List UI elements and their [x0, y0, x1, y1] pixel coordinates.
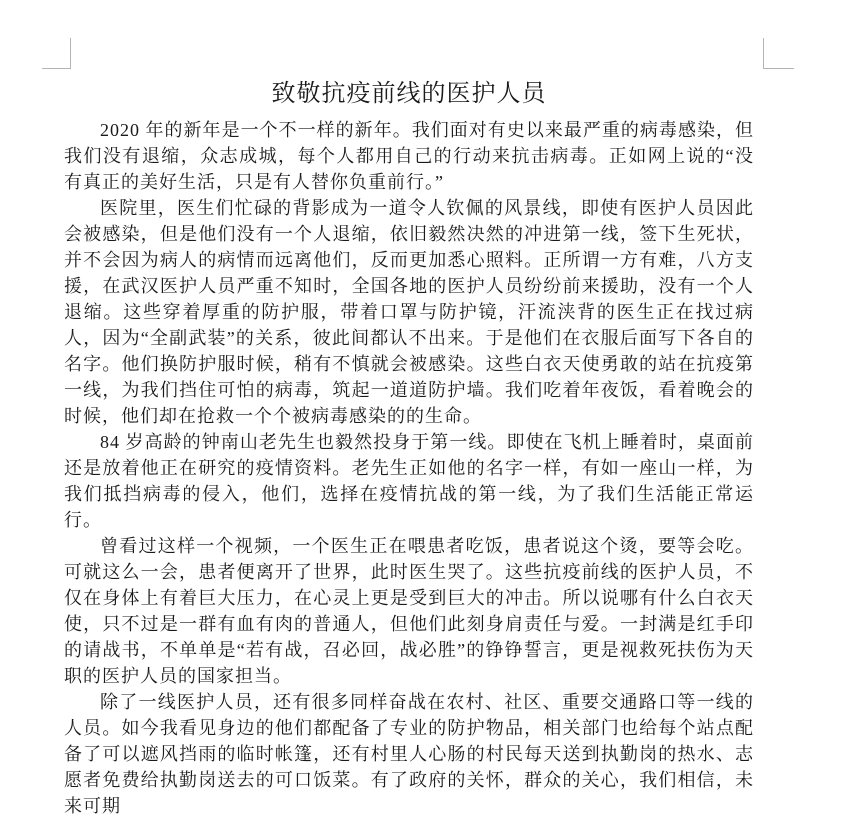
document-title: 致敬抗疫前线的医护人员: [271, 81, 547, 107]
text-boundary-mark-top-right: [763, 38, 794, 69]
paragraph: 曾看过这样一个视频，一个医生正在喂患者吃饭，患者说这个烫，要等会吃。可就这么一会，患者便离开了世界，此时医生哭了。这些抗疫前线的医护人员，不仅在身体上有着巨大压力，在心灵上更是受到巨大的冲击。所以说哪有什么白衣天使，只不过是一群有血有肉的普通人，但他们此刻身肩责任与爱。一封满是红手印的请战书，不单单是“若有战，召必回，战必胜”的铮铮誓言，更是视救死扶伤为天职的医护人员的国家担当。: [64, 536, 754, 686]
paragraph: 除了一线医护人员，还有很多同样奋战在农村、社区、重要交通路口等一线的人员。如今我看见身边的他们都配备了专业的防护物品，相关部门也给每个站点配备了可以遮风挡雨的临时帐篷，还有村里人心肠的村民每天送到执勤岗的热水、志愿者免费给执勤岗送去的可口饭菜。有了政府的关怀，群众的关心，我们相信，未来可期: [64, 692, 754, 816]
document-body: [64, 117, 754, 819]
paragraph: 医院里，医生们忙碌的背影成为一道令人钦佩的风景线，即使有医护人员因此会被感染，但是他们没有一个人退缩，依旧毅然决然的冲进第一线，签下生死状，并不会因为病人的病情而远离他们，反而更加悉心照料。正所谓一方有难，八方支援，在武汉医护人员严重不知时，全国各地的医护人员纷纷前来援助，没有一个人退缩。这些穿着厚重的防护服，带着口罩与防护镜，汗流浃背的医生正在找过病人，因为“全副武装”的关系，彼此间都认不出来。于是他们在衣服后面写下各自的名字。他们换防护服时候，稍有不慎就会被感染。这些白衣天使勇敢的站在抗疫第一线，为我们挡住可怕的病毒，筑起一道道防护墙。我们吃着年夜饭，看着晚会的时候，他们却在抢救一个个被病毒感染的的生命。: [64, 198, 754, 426]
text-boundary-mark-top-left: [42, 38, 71, 69]
paragraph: 2020 年的新年是一个不一样的新年。我们面对有史以来最严重的病毒感染，但我们没有退缩，众志成城，每个人都用自己的行动来抗击病毒。正如网上说的“没有真正的美好生活，只是有人替你负重前行。”: [64, 120, 754, 192]
paragraph: 84 岁高龄的钟南山老先生也毅然投身于第一线。即使在飞机上睡着时，桌面前还是放着他正在研究的疫情资料。老先生正如他的名字一样，有如一座山一样，为我们抵挡病毒的侵入，他们，选择在疫情抗战的第一线，为了我们生活能正常运行。: [64, 432, 754, 530]
